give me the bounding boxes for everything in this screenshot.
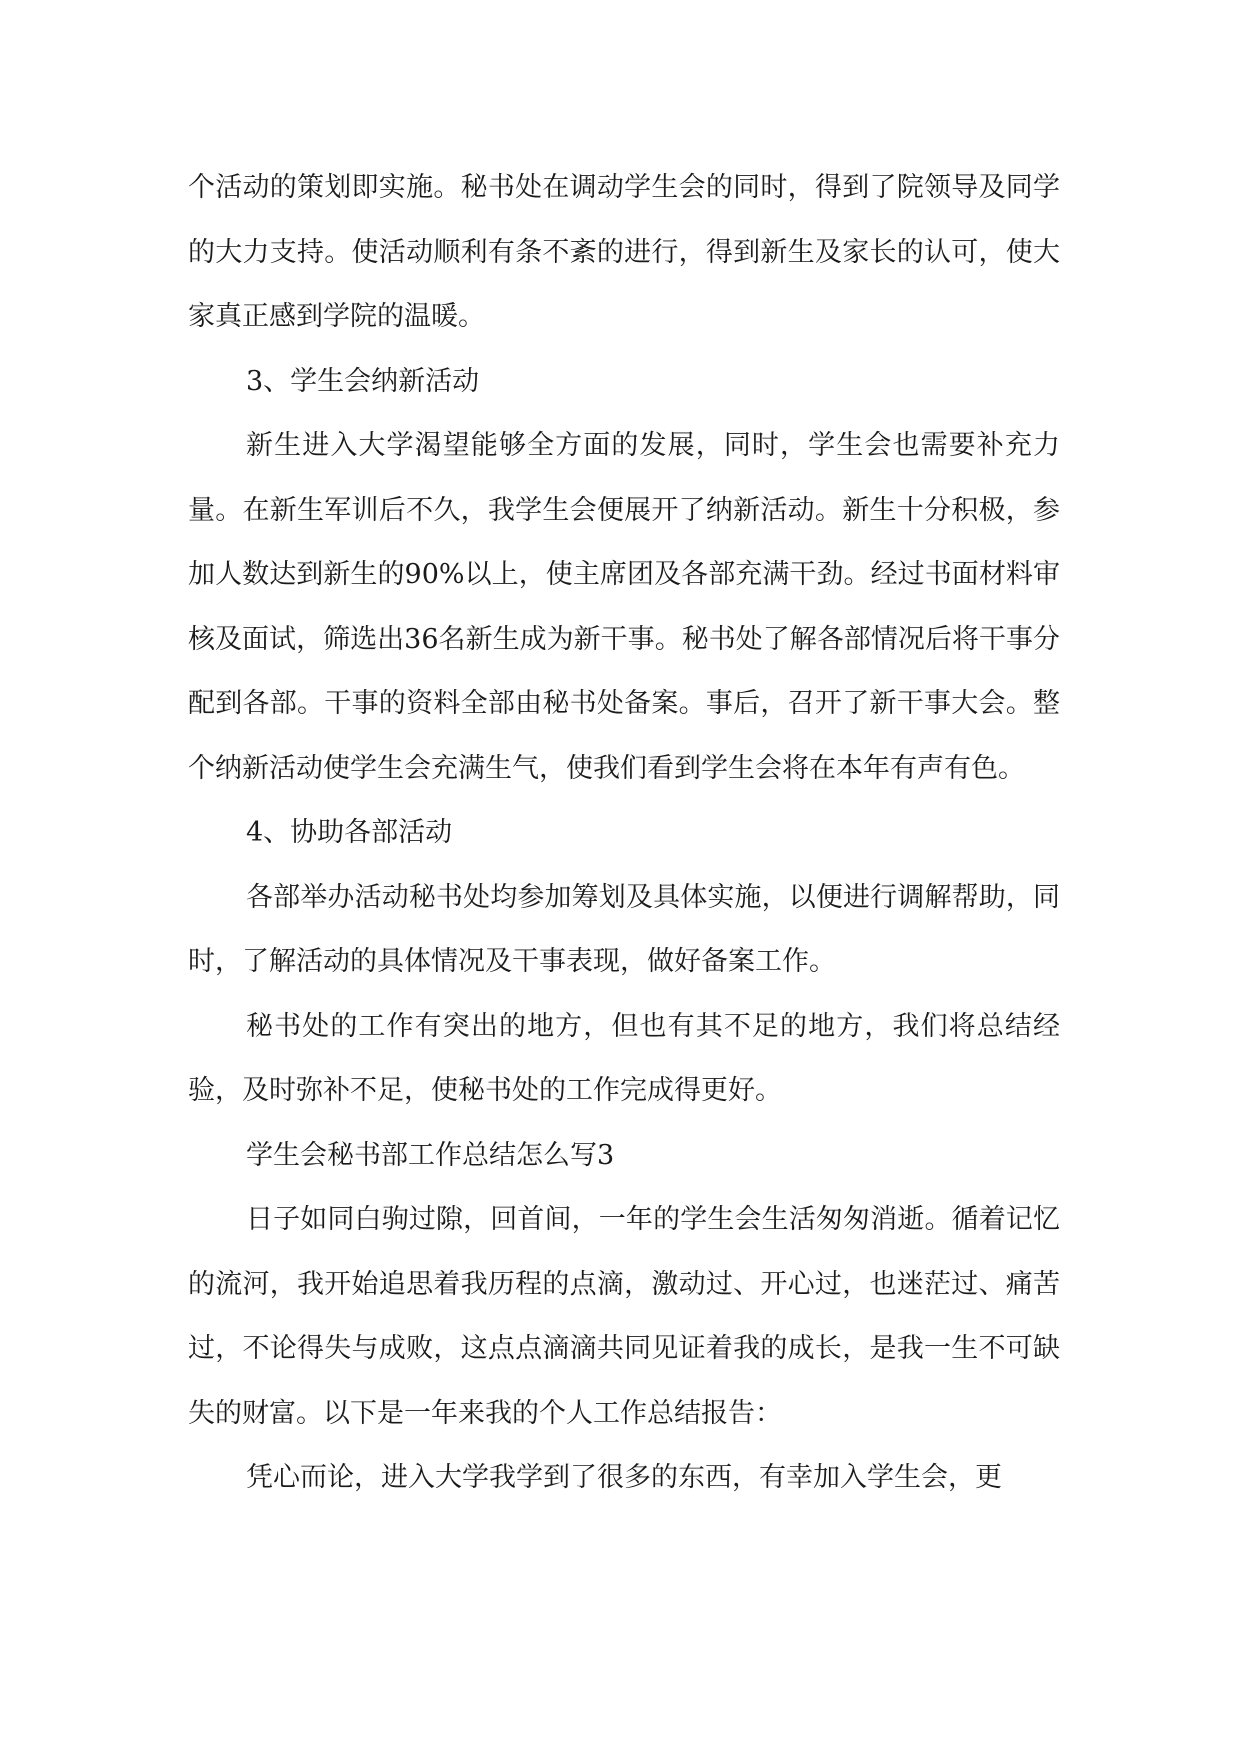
paragraph-summary: 秘书处的工作有突出的地方，但也有其不足的地方，我们将总结经验，及时弥补不足，使秘书处的工作完成得更好。 — [188, 1010, 1060, 1106]
paragraph-intro: 日子如同白驹过隙，回首间，一年的学生会生活匆匆消逝。循着记忆的流河，我开始追思着我历程的点滴，激动过、开心过，也迷茫过、痛苦过，不论得失与成败，这点点滴滴共同见证着我的成长，是我一生不可缺失的财富。以下是一年来我的个人工作总结报告： — [188, 1204, 1060, 1429]
document-body — [188, 156, 1060, 1511]
paragraph-reflection: 凭心而论，进入大学我学到了很多的东西，有幸加入学生会，更 — [246, 1462, 1002, 1493]
section-heading-recruitment: 3、学生会纳新活动 — [246, 365, 480, 397]
paragraph-continuation: 个活动的策划即实施。秘书处在调动学生会的同时，得到了院领导及同学的大力支持。使活动顺利有条不紊的进行，得到新生及家长的认可，使大家真正感到学院的温暖。 — [188, 172, 1060, 332]
paragraph-assist-departments: 各部举办活动秘书处均参加筹划及具体实施，以便进行调解帮助，同时，了解活动的具体情况及干事表现，做好备案工作。 — [188, 881, 1060, 977]
section-heading-assist-departments: 4、协助各部活动 — [246, 817, 453, 848]
article-title-3: 学生会秘书部工作总结怎么写3 — [246, 1139, 615, 1171]
paragraph-recruitment: 新生进入大学渴望能够全方面的发展，同时，学生会也需要补充力量。在新生军训后不久，我学生会便展开了纳新活动。新生十分积极，参加人数达到新生的90%以上，使主席团及各部充满干劲。经过书面材料审核及面试，筛选出36名新生成为新干事。秘书处了解各部情况后将干事分配到各部。干事的资料全部由秘书处备案。事后，召开了新干事大会。整个纳新活动使学生会充满生气，使我们看到学生会将在本年有声有色。 — [188, 430, 1060, 784]
